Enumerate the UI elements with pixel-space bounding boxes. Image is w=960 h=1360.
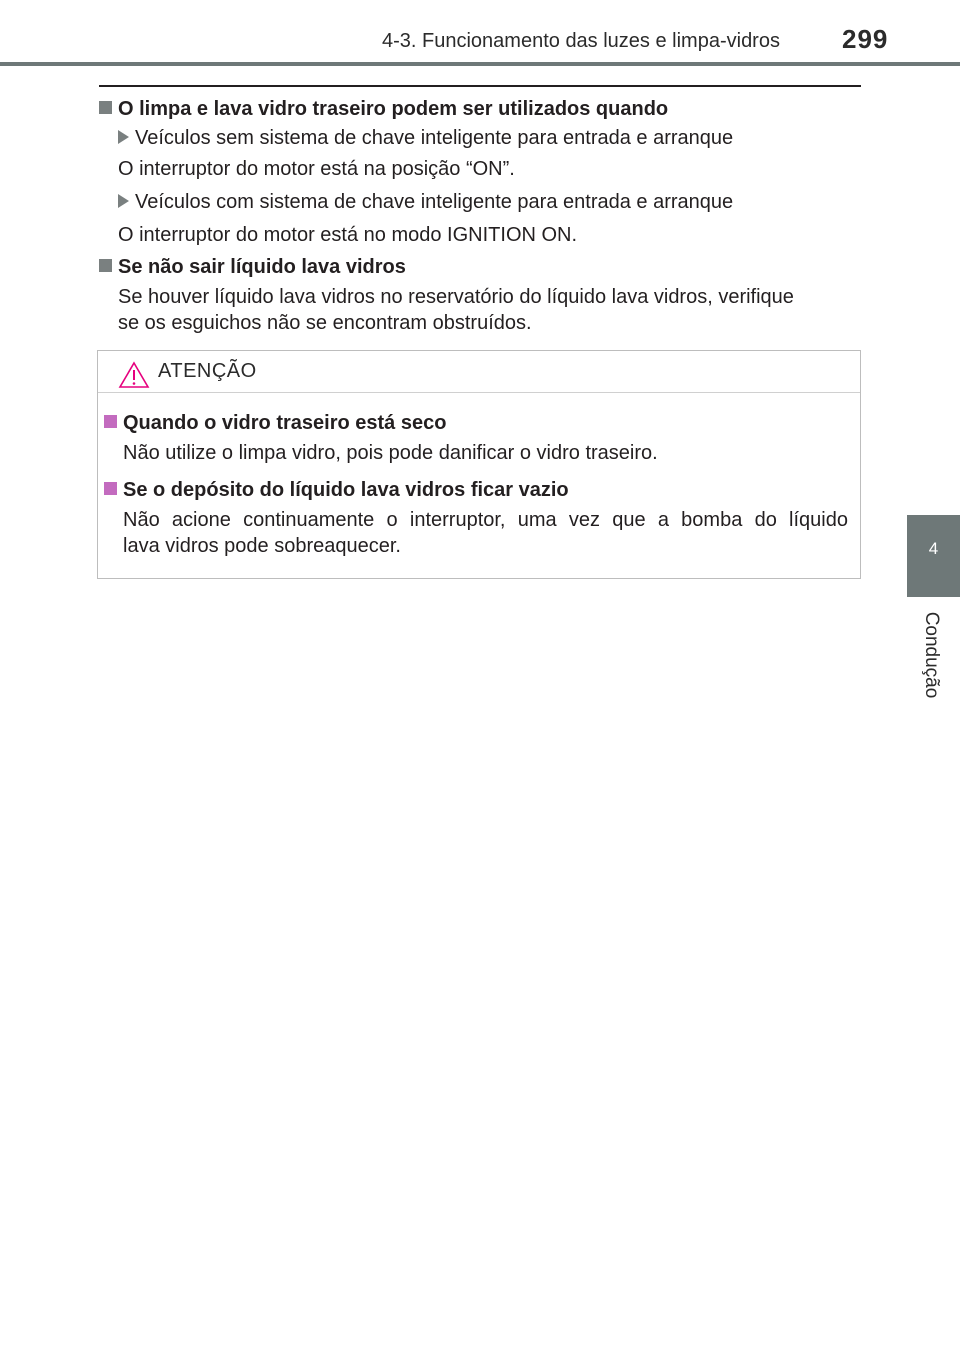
list-item: Veículos sem sistema de chave inteligente para entrada e arranque	[118, 125, 733, 151]
chapter-label	[911, 600, 951, 710]
section-title: 4-3. Funcionamento das luzes e limpa-vidros	[382, 30, 780, 52]
page-number: 299	[842, 24, 889, 54]
square-bullet-icon	[99, 259, 112, 272]
paragraph-line: se os esguichos não se encontram obstruídos.	[118, 312, 532, 334]
triangle-bullet-icon	[118, 194, 129, 208]
warning-title: ATENÇÃO	[158, 360, 257, 382]
paragraph: O interruptor do motor está na posição “ON”.	[118, 158, 515, 180]
square-bullet-icon	[104, 415, 117, 428]
content-top-divider	[99, 85, 861, 87]
list-item: Veículos com sistema de chave inteligente para entrada e arranque	[118, 189, 733, 215]
chapter-label-text: Condução	[921, 611, 942, 699]
paragraph-line: Se houver líquido lava vidros no reservatório do líquido lava vidros, verifique	[118, 286, 794, 308]
triangle-bullet-icon	[118, 130, 129, 144]
warning-header	[98, 351, 860, 393]
warning-box	[97, 350, 861, 579]
chapter-number: 4	[928, 539, 939, 558]
warning-text-line: lava vidros pode sobreaquecer.	[123, 535, 401, 557]
section-heading: O limpa e lava vidro traseiro podem ser utilizados quando	[99, 96, 668, 122]
warning-heading: Se o depósito do líquido lava vidros ficar vazio	[104, 477, 569, 503]
warning-triangle-icon	[118, 361, 150, 389]
section-heading: Se não sair líquido lava vidros	[99, 254, 406, 280]
warning-text-line: Não acione continuamente o interruptor, uma vez que a bomba do líquido	[123, 509, 848, 531]
square-bullet-icon	[99, 101, 112, 114]
warning-text: Não utilize o limpa vidro, pois pode danificar o vidro traseiro.	[123, 442, 658, 464]
square-bullet-icon	[104, 482, 117, 495]
header-divider	[0, 62, 960, 66]
paragraph: O interruptor do motor está no modo IGNITION ON.	[118, 224, 578, 246]
chapter-tab[interactable]	[907, 515, 960, 597]
warning-heading: Quando o vidro traseiro está seco	[104, 410, 446, 436]
